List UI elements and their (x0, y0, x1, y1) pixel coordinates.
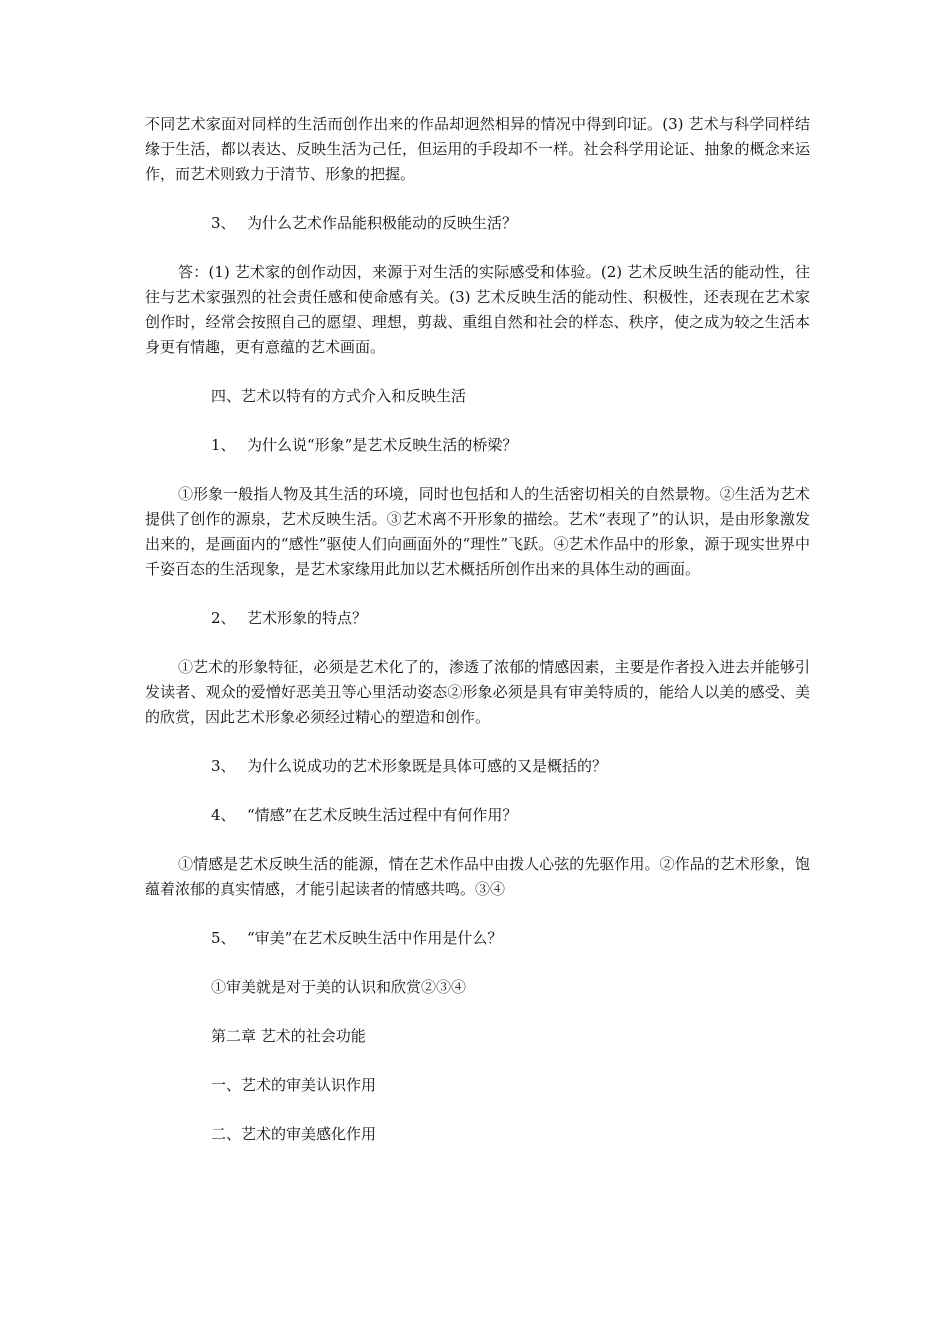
section-heading-text: 一、艺术的审美认识作用 (211, 1076, 377, 1094)
answer-paragraph: 答：(1) 艺术家的创作动因，来源于对生活的实际感受和体验。(2) 艺术反映生活的能动性，往往与艺术家强烈的社会责任感和使命感有关。(3) 艺术反映生活的能动性、积极性，还表现在艺术家创作时，经常会按照自己的愿望、理想，剪裁、重组自然和社会的样态、秩序，使之成为较之生活本身更有情趣，更有意蕴的艺术画面。 (145, 263, 810, 356)
chapter-heading (145, 1024, 810, 1049)
question-text: “情感”在艺术反映生活过程中有何作用？ (247, 806, 518, 824)
answer-paragraph: ①艺术的形象特征，必须是艺术化了的，渗透了浓郁的情感因素，主要是作者投入进去并能够引发读者、观众的爱憎好恶美丑等心里活动姿态②形象必须是具有审美特质的，能给人以美的感受、美的欣赏，因此艺术形象必须经过精心的塑造和创作。 (145, 658, 810, 726)
section-heading-text: 四、艺术以特有的方式介入和反映生活 (211, 387, 467, 405)
question-text: 为什么艺术作品能积极能动的反映生活？ (247, 214, 518, 232)
question-heading (145, 606, 810, 631)
paragraph: 不同艺术家面对同样的生活而创作出来的作品却迥然相异的情况中得到印证。(3) 艺术与科学同样结缘于生活，都以表达、反映生活为己任，但运用的手段却不一样。社会科学用论证、抽象的概念来运作，而艺术则致力于清节、形象的把握。 (145, 115, 810, 183)
answer-line (145, 975, 810, 1000)
question-number: 1、 (211, 436, 236, 454)
section-heading (145, 1122, 810, 1147)
question-heading (145, 433, 810, 458)
question-number: 4、 (211, 806, 236, 824)
answer-paragraph: ①形象一般指人物及其生活的环境，同时也包括和人的生活密切相关的自然景物。②生活为艺术提供了创作的源泉，艺术反映生活。③艺术离不开形象的描绘。艺术“表现了”的认识，是由形象激发出来的，是画面内的“感性”驱使人们向画面外的“理性”飞跃。④艺术作品中的形象，源于现实世界中千姿百态的生活现象，是艺术家缘用此加以艺术概括所创作出来的具体生动的画面。 (145, 485, 810, 578)
question-number: 2、 (211, 609, 236, 627)
question-heading (145, 754, 810, 779)
chapter-heading-text: 第二章 艺术的社会功能 (211, 1027, 366, 1045)
question-text: 为什么说成功的艺术形象既是具体可感的又是概括的？ (247, 757, 608, 775)
section-heading (145, 384, 810, 409)
question-number: 3、 (211, 757, 236, 775)
question-text: 为什么说“形象”是艺术反映生活的桥梁？ (247, 436, 518, 454)
question-heading (145, 211, 810, 236)
answer-paragraph: ①情感是艺术反映生活的能源，情在艺术作品中由拨人心弦的先驱作用。②作品的艺术形象，饱蕴着浓郁的真实情感，才能引起读者的情感共鸣。③④ (145, 855, 810, 898)
question-number: 3、 (211, 214, 236, 232)
question-text: 艺术形象的特点？ (247, 609, 368, 627)
question-number: 5、 (211, 929, 236, 947)
document-page (145, 112, 810, 1171)
section-heading (145, 1073, 810, 1098)
section-heading-text: 二、艺术的审美感化作用 (211, 1125, 377, 1143)
question-heading (145, 926, 810, 951)
answer-text: ①审美就是对于美的认识和欣赏②③④ (211, 978, 467, 996)
question-text: “审美”在艺术反映生活中作用是什么？ (247, 929, 503, 947)
question-heading (145, 803, 810, 828)
